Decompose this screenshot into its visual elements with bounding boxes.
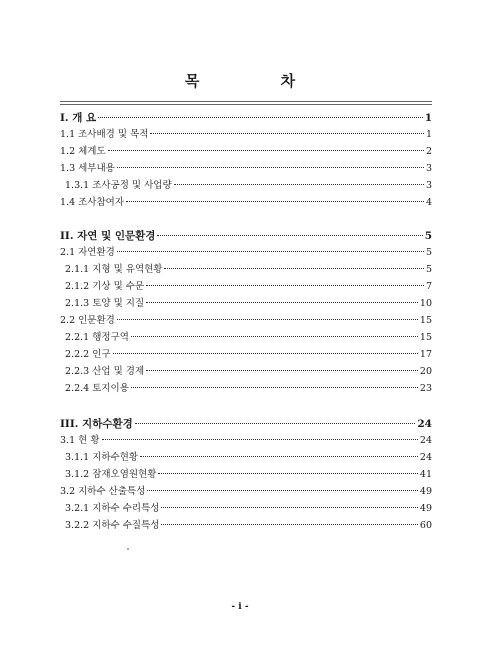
toc-page-number: 23 — [419, 383, 432, 394]
leader-dots — [98, 117, 423, 118]
toc-label: 2.1.3 토양 및 지질 — [65, 298, 145, 309]
toc-label: 3.2.2 지하수 수질특성 — [65, 520, 160, 531]
toc-section-3-2[interactable] — [60, 486, 432, 498]
toc-section-1-1[interactable] — [60, 129, 432, 141]
page-title: 목 차 — [184, 72, 334, 90]
toc-chapter-3[interactable] — [60, 418, 432, 430]
toc-page-number: 3 — [425, 180, 432, 191]
toc-label: 1.2 체계도 — [60, 146, 106, 157]
toc-subsection-3-1-1[interactable] — [65, 452, 432, 464]
toc-page-number: 5 — [425, 247, 432, 258]
toc-subsection-1-3-1[interactable] — [65, 180, 432, 192]
leader-dots — [146, 302, 418, 303]
toc-page-number: 41 — [419, 469, 432, 480]
scan-speck — [127, 548, 129, 550]
toc-label: 2.2.4 토지이용 — [65, 383, 129, 394]
leader-dots — [102, 439, 418, 440]
toc-page-number: 24 — [419, 435, 432, 446]
leader-dots — [146, 370, 418, 371]
toc-label: 3.1.2 잠재오염원현황 — [65, 469, 157, 480]
toc-chapter-2[interactable] — [60, 230, 432, 242]
toc-section-2-2[interactable] — [60, 315, 432, 327]
toc-subsection-2-2-2[interactable] — [65, 349, 432, 361]
toc-subsection-2-1-1[interactable] — [65, 264, 432, 276]
toc-label: 2.1 자연환경 — [60, 247, 115, 258]
toc-subsection-3-2-2[interactable] — [65, 520, 432, 532]
toc-section-2-1[interactable] — [60, 247, 432, 259]
toc-label: 2.1.2 기상 및 수문 — [65, 281, 145, 292]
leader-dots — [126, 201, 424, 202]
leader-dots — [161, 524, 417, 525]
toc-section-1-2[interactable] — [60, 146, 432, 158]
leader-dots — [140, 456, 418, 457]
toc-subsection-2-2-4[interactable] — [65, 383, 432, 395]
toc-label: 3.1.1 지하수현황 — [65, 452, 139, 463]
toc-label: 1.3 세부내용 — [60, 163, 115, 174]
toc-page-number: 3 — [425, 163, 432, 174]
leader-dots — [131, 387, 418, 388]
toc-section-1-3[interactable] — [60, 163, 432, 175]
toc-page-number: 5 — [424, 230, 432, 242]
toc-label: 1.3.1 조사공정 및 사업량 — [65, 180, 172, 191]
leader-dots — [174, 184, 424, 185]
toc-label: 2.2.2 인구 — [65, 349, 111, 360]
leader-dots — [150, 133, 424, 134]
leader-dots — [131, 336, 418, 337]
toc-page-number: 2 — [425, 146, 432, 157]
toc-label: 2.2 인문환경 — [60, 315, 115, 326]
toc-label: II. 자연 및 인문환경 — [60, 230, 156, 242]
toc-page-number: 49 — [419, 503, 432, 514]
toc-subsection-3-2-1[interactable] — [65, 503, 432, 515]
toc-subsection-2-2-3[interactable] — [65, 366, 432, 378]
toc-page-number: 1 — [424, 112, 432, 124]
toc-page-number: 1 — [425, 129, 432, 140]
toc-page-number: 7 — [425, 281, 432, 292]
toc-label: III. 지하수환경 — [60, 418, 133, 430]
leader-dots — [108, 150, 424, 151]
title-rule-top — [60, 101, 432, 102]
toc-page-number: 17 — [419, 349, 432, 360]
leader-dots — [113, 353, 418, 354]
toc-label: 2.2.1 행정구역 — [65, 332, 129, 343]
toc-page-number: 15 — [419, 315, 432, 326]
toc-label: 1.1 조사배경 및 목적 — [60, 129, 149, 140]
toc-label: 2.1.1 지형 및 유역현황 — [65, 264, 163, 275]
leader-dots — [117, 167, 424, 168]
toc-label: 1.4 조사참여자 — [60, 197, 125, 208]
toc-subsection-2-1-2[interactable] — [65, 281, 432, 293]
toc-label: 3.2.1 지하수 수리특성 — [65, 503, 160, 514]
toc-label: 3.2 지하수 산출특성 — [60, 486, 146, 497]
leader-dots — [158, 473, 417, 474]
toc-section-1-4[interactable] — [60, 197, 432, 209]
page-number-footer: - i - — [231, 602, 249, 612]
toc-label: 2.2.3 산업 및 경제 — [65, 366, 145, 377]
toc-page-number: 24 — [419, 452, 432, 463]
toc-page-number: 5 — [425, 264, 432, 275]
toc-chapter-1[interactable] — [60, 112, 432, 124]
toc-page-number: 20 — [419, 366, 432, 377]
toc-section-3-1[interactable] — [60, 435, 432, 447]
leader-dots — [117, 251, 424, 252]
toc-page-number: 24 — [417, 418, 432, 430]
leader-dots — [157, 235, 422, 236]
toc-label: I. 개 요 — [60, 112, 97, 124]
toc-subsection-2-2-1[interactable] — [65, 332, 432, 344]
leader-dots — [164, 268, 423, 269]
leader-dots — [146, 285, 424, 286]
leader-dots — [161, 507, 417, 508]
toc-page-number: 60 — [419, 520, 432, 531]
title-rule-bottom — [60, 104, 432, 105]
toc-label: 3.1 현 황 — [60, 435, 100, 446]
toc-page-number: 10 — [419, 298, 432, 309]
leader-dots — [147, 490, 418, 491]
toc-subsection-3-1-2[interactable] — [65, 469, 432, 481]
toc-page-number: 49 — [419, 486, 432, 497]
toc-page-number: 4 — [425, 197, 432, 208]
toc-subsection-2-1-3[interactable] — [65, 298, 432, 310]
leader-dots — [117, 319, 418, 320]
leader-dots — [135, 423, 416, 424]
toc-page-number: 15 — [419, 332, 432, 343]
